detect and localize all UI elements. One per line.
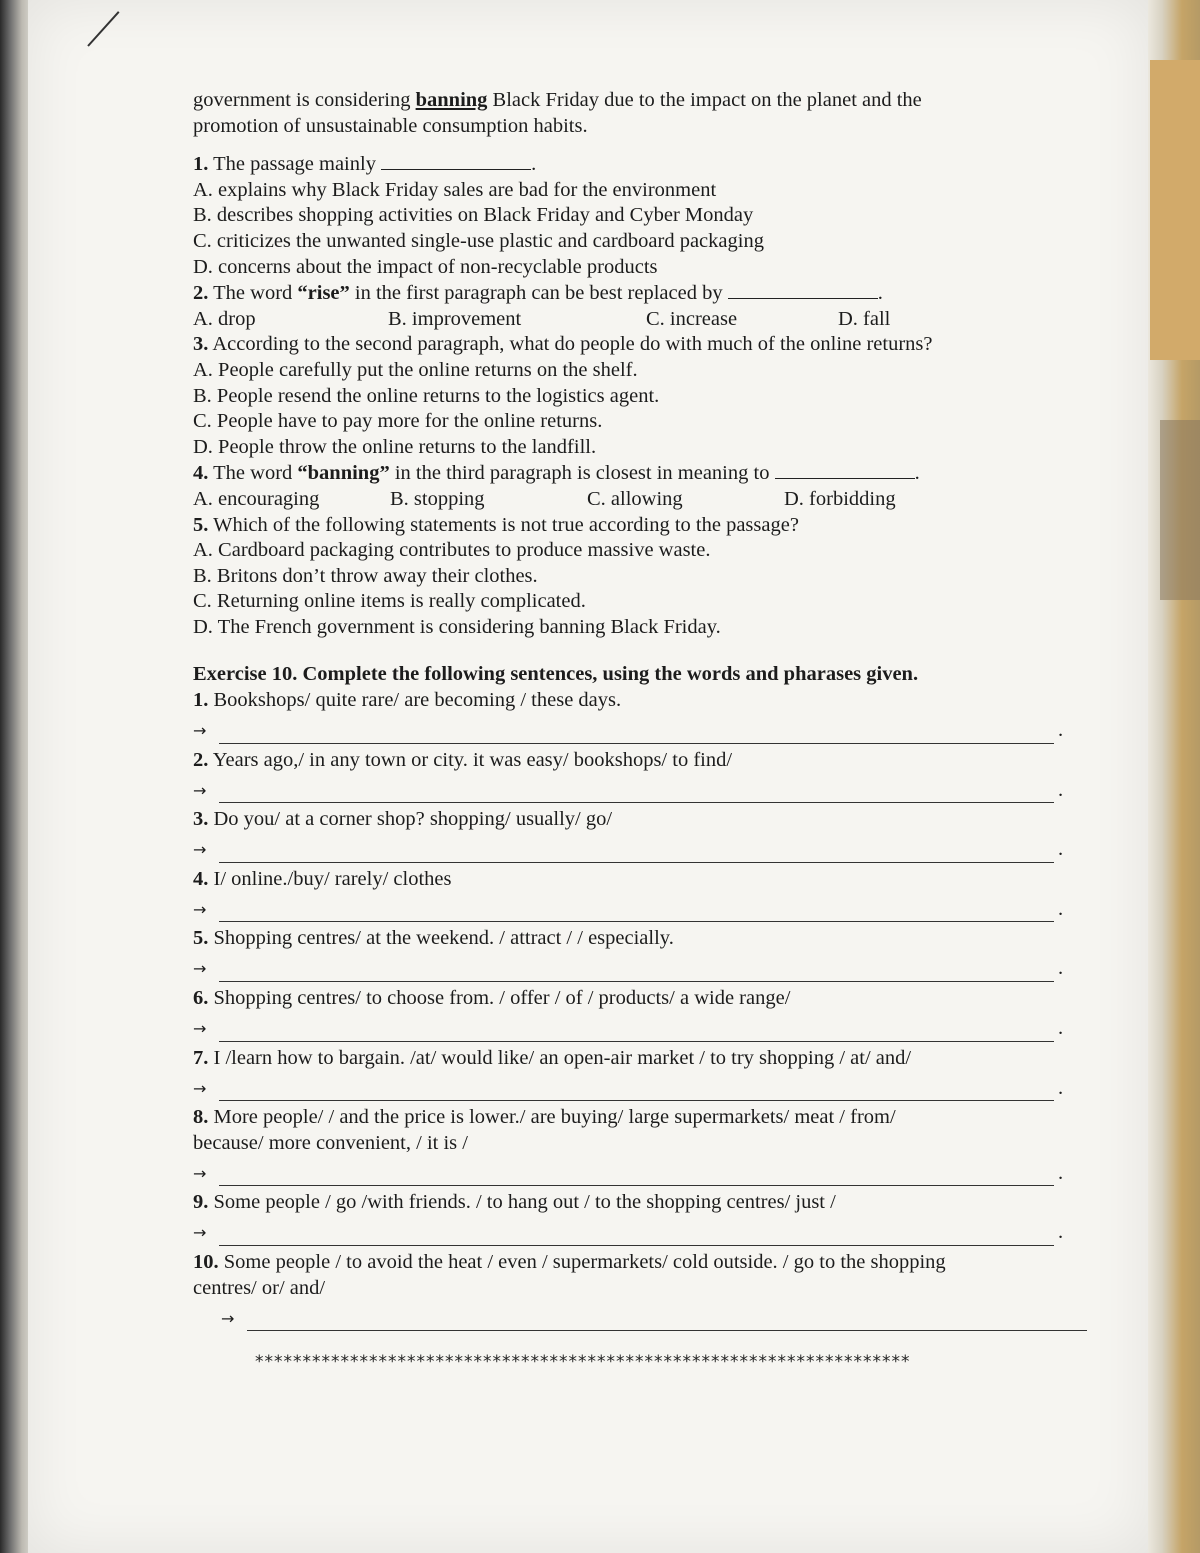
exercise-item-10: 10. Some people / to avoid the heat / even / supermarkets/ cold outside. / go to the shopping centres/ or/ and/ → [193,1250,1113,1331]
question-3-option-c[interactable]: C. People have to pay more for the online returns. [193,410,603,433]
exercise-item-8: 8. More people/ / and the price is lower./ are buying/ large supermarkets/ meat / from/ because/ more convenient, / it is / → . [193,1105,1113,1186]
arrow-icon: → [193,780,207,800]
exercise-item-2: 2. Years ago,/ in any town or city. it was easy/ bookshops/ to find/ → . [193,748,1113,804]
exercise-item-4: 4. I/ online./buy/ rarely/ clothes → . [193,867,1113,923]
intro-line-1: government is considering banning Black Friday due to the impact on the planet and the [193,89,922,111]
arrow-icon: → [193,1163,207,1183]
question-4-option-d[interactable]: D. forbidding [784,487,896,510]
answer-line[interactable] [219,1231,1054,1246]
question-1-option-d[interactable]: D. concerns about the impact of non-recyclable products [193,255,658,278]
question-5: 5. Which of the following statements is not true according to the passage? [193,513,799,536]
question-4-option-b[interactable]: B. stopping [390,487,485,510]
worksheet-content [193,88,1113,1335]
exercise-item-6: 6. Shopping centres/ to choose from. / offer / of / products/ a wide range/ → . [193,986,1113,1042]
answer-line[interactable] [219,907,1054,922]
arrow-icon: → [221,1308,235,1328]
exercise-item-7: 7. I /learn how to bargain. /at/ would like/ an open-air market / to try shopping / at/ and/ → . [193,1046,1113,1102]
question-2-option-b[interactable]: B. improvement [388,307,522,330]
exercise-item-3: 3. Do you/ at a corner shop? shopping/ usually/ go/ → . [193,807,1113,863]
question-2-option-d[interactable]: D. fall [838,307,891,330]
exercise-item-1: 1. Bookshops/ quite rare/ are becoming / these days. → . [193,688,1113,744]
arrow-icon: → [193,721,207,741]
question-3-option-a[interactable]: A. People carefully put the online returns on the shelf. [193,358,638,381]
answer-line[interactable] [247,1316,1087,1331]
background-object [1150,60,1200,360]
question-1: 1. The passage mainly . [193,153,537,176]
answer-blank[interactable] [381,151,531,170]
question-5-option-c[interactable]: C. Returning online items is really complicated. [193,590,586,613]
question-4-option-c[interactable]: C. allowing [587,487,683,510]
question-5-option-b[interactable]: B. Britons don’t throw away their clothes. [193,564,538,587]
question-2: 2. The word “rise” in the first paragraph can be best replaced by . [193,282,883,305]
question-4-options [193,487,1113,513]
answer-line[interactable] [219,788,1054,803]
question-1-option-b[interactable]: B. describes shopping activities on Black Friday and Cyber Monday [193,204,754,227]
arrow-icon: → [193,840,207,860]
arrow-icon: → [193,959,207,979]
question-3-option-d[interactable]: D. People throw the online returns to the landfill. [193,435,597,458]
arrow-icon: → [193,1078,207,1098]
question-5-option-d[interactable]: D. The French government is considering banning Black Friday. [193,615,721,638]
background-object-shadow [1160,420,1200,600]
question-5-option-a[interactable]: A. Cardboard packaging contributes to produce massive waste. [193,539,711,562]
answer-blank[interactable] [775,460,915,479]
arrow-icon: → [193,899,207,919]
question-2-option-c[interactable]: C. increase [646,307,738,330]
intro-line-2: promotion of unsustainable consumption habits. [193,114,588,137]
answer-line[interactable] [219,1171,1054,1186]
answer-blank[interactable] [728,280,878,299]
answer-line[interactable] [219,1027,1054,1042]
answer-line[interactable] [219,1086,1054,1101]
question-4: 4. The word “banning” in the third paragraph is closest in meaning to . [193,462,920,485]
arrow-icon: → [193,1019,207,1039]
question-2-option-a[interactable]: A. drop [193,307,256,330]
footer-divider-stars: ********************************************************************* [255,1352,911,1372]
answer-line[interactable] [219,967,1054,982]
banning-word: banning [415,89,488,111]
answer-line[interactable] [219,729,1054,744]
answer-line[interactable] [219,848,1054,863]
question-3-option-b[interactable]: B. People resend the online returns to the logistics agent. [193,384,660,407]
arrow-icon: → [193,1223,207,1243]
question-3: 3. According to the second paragraph, what do people do with much of the online returns? [193,333,933,356]
pen-mark [87,11,119,47]
exercise-item-5: 5. Shopping centres/ at the weekend. / attract / / especially. → . [193,926,1113,982]
exercise-title: Exercise 10. Complete the following sentences, using the words and pharases given. [193,663,919,686]
question-1-option-c[interactable]: C. criticizes the unwanted single-use plastic and cardboard packaging [193,229,764,252]
question-1-option-a[interactable]: A. explains why Black Friday sales are bad for the environment [193,178,717,201]
question-4-option-a[interactable]: A. encouraging [193,487,320,510]
question-2-options [193,307,1113,333]
exercise-item-9: 9. Some people / go /with friends. / to hang out / to the shopping centres/ just / → . [193,1190,1113,1246]
